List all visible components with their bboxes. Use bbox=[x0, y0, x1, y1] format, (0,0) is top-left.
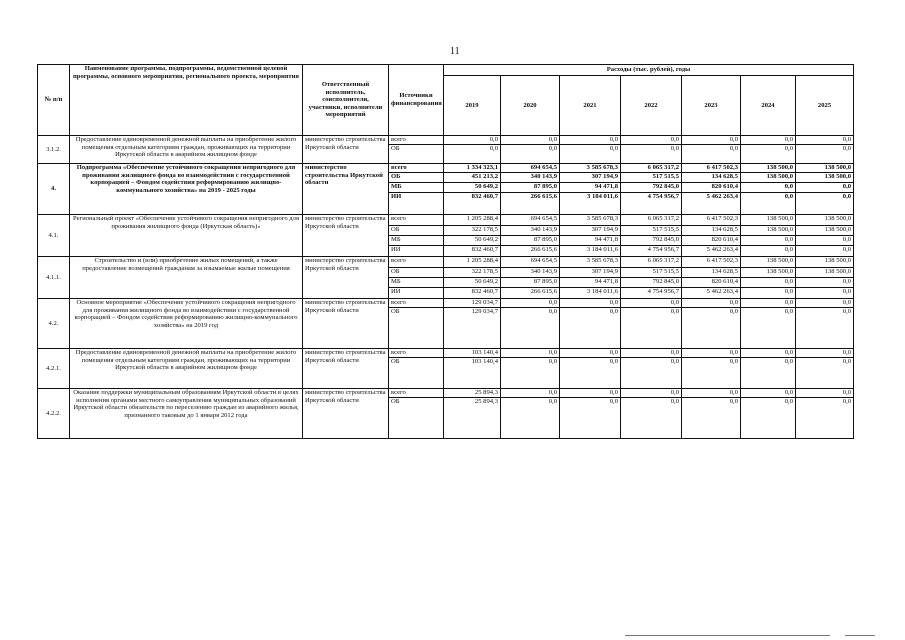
expense-value: 6 065 317,2 bbox=[621, 164, 682, 173]
expense-value: 129 034,7 bbox=[444, 299, 501, 308]
expense-value: 1 205 288,4 bbox=[444, 257, 501, 268]
expense-value: 134 628,5 bbox=[682, 226, 741, 236]
expense-value: 0,0 bbox=[682, 398, 741, 439]
expense-value: 94 471,8 bbox=[560, 236, 621, 246]
expense-value: 4 754 956,7 bbox=[621, 193, 682, 215]
expense-value: 0,0 bbox=[560, 299, 621, 308]
expense-value: 0,0 bbox=[621, 389, 682, 398]
expense-value: 0,0 bbox=[560, 349, 621, 358]
expense-value: 820 610,4 bbox=[682, 236, 741, 246]
funding-source: ИИ bbox=[389, 288, 444, 299]
expense-value: 322 178,5 bbox=[444, 226, 501, 236]
expense-value: 87 895,0 bbox=[501, 278, 560, 288]
expense-value: 138 500,0 bbox=[796, 164, 854, 173]
expense-value: 134 628,5 bbox=[682, 268, 741, 278]
header-num: № п/п bbox=[38, 65, 70, 136]
year-header: 2023 bbox=[682, 76, 741, 136]
expense-value: 0,0 bbox=[796, 246, 854, 257]
row-number: 4. bbox=[38, 164, 70, 215]
expense-value: 0,0 bbox=[621, 349, 682, 358]
expense-value: 0,0 bbox=[741, 398, 796, 439]
responsible-executor: министерство строительства Иркутской области bbox=[303, 136, 389, 164]
expense-value: 5 462 263,4 bbox=[682, 288, 741, 299]
responsible-executor: министерство строительства Иркутской области bbox=[303, 164, 389, 215]
funding-source: ОБ bbox=[389, 173, 444, 183]
expense-value: 103 140,4 bbox=[444, 358, 501, 389]
responsible-executor: министерство строительства Иркутской области bbox=[303, 299, 389, 349]
expense-value: 0,0 bbox=[621, 299, 682, 308]
header-name: Наименование программы, подпрограммы, ведомственной целевой программы, основного мероприятия, регионального проекта, мероприятия bbox=[70, 65, 303, 136]
expense-value: 0,0 bbox=[741, 299, 796, 308]
expense-value: 266 615,6 bbox=[501, 288, 560, 299]
table-row bbox=[38, 257, 854, 268]
expense-value: 0,0 bbox=[741, 236, 796, 246]
expense-value: 25 894,3 bbox=[444, 389, 501, 398]
expense-value: 832 460,7 bbox=[444, 288, 501, 299]
expense-value: 0,0 bbox=[796, 299, 854, 308]
expense-value: 340 143,9 bbox=[501, 268, 560, 278]
expense-value: 1 205 288,4 bbox=[444, 215, 501, 226]
expense-value: 0,0 bbox=[682, 349, 741, 358]
year-header: 2025 bbox=[796, 76, 854, 136]
table-row bbox=[38, 349, 854, 358]
expense-value: 0,0 bbox=[741, 145, 796, 164]
expense-value: 138 500,0 bbox=[741, 164, 796, 173]
expense-value: 0,0 bbox=[501, 389, 560, 398]
expense-value: 138 500,0 bbox=[796, 215, 854, 226]
row-number: 4.1.1. bbox=[38, 257, 70, 299]
footer-rule bbox=[625, 635, 830, 636]
expense-value: 0,0 bbox=[501, 299, 560, 308]
expense-value: 0,0 bbox=[796, 308, 854, 349]
expense-value: 4 754 956,7 bbox=[621, 288, 682, 299]
expense-value: 0,0 bbox=[444, 136, 501, 145]
expense-value: 5 462 263,4 bbox=[682, 246, 741, 257]
table-row bbox=[38, 164, 854, 173]
header-source: Источники финансирования bbox=[389, 65, 444, 136]
expense-value: 0,0 bbox=[621, 136, 682, 145]
expense-value: 0,0 bbox=[560, 358, 621, 389]
table-row bbox=[38, 215, 854, 226]
expense-value: 266 615,6 bbox=[501, 193, 560, 215]
row-number: 4.2.1. bbox=[38, 349, 70, 389]
expense-value: 0,0 bbox=[741, 308, 796, 349]
expense-value: 138 500,0 bbox=[741, 268, 796, 278]
responsible-executor: министерство строительства Иркутской области bbox=[303, 389, 389, 439]
expense-value: 94 471,8 bbox=[560, 278, 621, 288]
expense-value: 0,0 bbox=[560, 145, 621, 164]
expense-value: 0,0 bbox=[741, 389, 796, 398]
expense-value: 0,0 bbox=[501, 136, 560, 145]
expense-value: 4 754 956,7 bbox=[621, 246, 682, 257]
expense-value: 307 194,9 bbox=[560, 226, 621, 236]
expense-value: 0,0 bbox=[796, 193, 854, 215]
funding-source: всего bbox=[389, 389, 444, 398]
expense-value: 3 184 011,6 bbox=[560, 193, 621, 215]
expense-value: 3 184 011,6 bbox=[560, 288, 621, 299]
table-row bbox=[38, 299, 854, 308]
expense-value: 0,0 bbox=[501, 398, 560, 439]
year-header: 2021 bbox=[560, 76, 621, 136]
expense-value: 0,0 bbox=[621, 145, 682, 164]
expense-value: 0,0 bbox=[796, 136, 854, 145]
funding-source: всего bbox=[389, 136, 444, 145]
expense-value: 0,0 bbox=[501, 145, 560, 164]
item-name: Предоставление единовременной денежной выплаты на приобретение жилого помещения отдельным категориям граждан, проживающих на территории Иркутской области в аварийном жилищном фонде bbox=[70, 136, 303, 164]
budget-table bbox=[37, 64, 854, 439]
item-name: Предоставление единовременной денежной выплаты на приобретение жилого помещения отдельным категориям граждан, проживающих на территории Иркутской области в аварийном жилищном фонде bbox=[70, 349, 303, 389]
expense-value: 94 471,8 bbox=[560, 183, 621, 193]
expense-value: 0,0 bbox=[741, 193, 796, 215]
page-number: 11 bbox=[450, 46, 460, 57]
expense-value: 0,0 bbox=[682, 308, 741, 349]
expense-value: 832 460,7 bbox=[444, 193, 501, 215]
expense-value: 138 500,0 bbox=[796, 173, 854, 183]
expense-value: 322 178,5 bbox=[444, 268, 501, 278]
expense-value: 340 143,9 bbox=[501, 226, 560, 236]
expense-value: 0,0 bbox=[796, 278, 854, 288]
expense-value: 0,0 bbox=[796, 389, 854, 398]
funding-source: всего bbox=[389, 257, 444, 268]
expense-value: 517 515,5 bbox=[621, 226, 682, 236]
expense-value: 0,0 bbox=[621, 358, 682, 389]
table-row bbox=[38, 136, 854, 145]
expense-value: 694 654,5 bbox=[501, 257, 560, 268]
item-name: Основное мероприятие «Обеспечение устойчивого сокращения непригодного для проживания жилищного фонда во взаимодействии с государственной корпорацией – Фондом содействия реформированию жилищно-коммунального хозяйства» на 2019 год bbox=[70, 299, 303, 349]
expense-value: 5 462 263,4 bbox=[682, 193, 741, 215]
expense-value: 0,0 bbox=[621, 398, 682, 439]
expense-value: 0,0 bbox=[560, 136, 621, 145]
expense-value: 1 334 323,1 bbox=[444, 164, 501, 173]
expense-value: 792 845,0 bbox=[621, 236, 682, 246]
expense-value: 103 140,4 bbox=[444, 349, 501, 358]
expense-value: 3 184 011,6 bbox=[560, 246, 621, 257]
expense-value: 792 845,0 bbox=[621, 278, 682, 288]
expense-value: 820 610,4 bbox=[682, 183, 741, 193]
expense-value: 0,0 bbox=[741, 278, 796, 288]
funding-source: ИИ bbox=[389, 246, 444, 257]
item-name: Подпрограмма «Обеспечение устойчивого сокращения непригодного для проживания жилищного фонда во взаимодействии с государственной корпорацией – Фондом содействия реформированию жилищно-коммунального хозяйства» на 2019 - 2025 годы bbox=[70, 164, 303, 215]
funding-source: ОБ bbox=[389, 358, 444, 389]
expense-value: 0,0 bbox=[560, 389, 621, 398]
expense-value: 3 585 678,3 bbox=[560, 257, 621, 268]
footer-rule bbox=[845, 635, 875, 636]
expense-value: 0,0 bbox=[796, 349, 854, 358]
expense-value: 3 585 678,3 bbox=[560, 164, 621, 173]
expense-value: 694 654,5 bbox=[501, 215, 560, 226]
expense-value: 138 500,0 bbox=[796, 226, 854, 236]
expense-value: 6 417 502,3 bbox=[682, 164, 741, 173]
expense-value: 0,0 bbox=[501, 358, 560, 389]
expense-value: 0,0 bbox=[682, 389, 741, 398]
expense-value: 820 610,4 bbox=[682, 278, 741, 288]
expense-value: 138 500,0 bbox=[796, 257, 854, 268]
funding-source: МБ bbox=[389, 183, 444, 193]
expense-value: 6 417 502,3 bbox=[682, 257, 741, 268]
expense-value: 0,0 bbox=[621, 308, 682, 349]
expense-value: 792 845,0 bbox=[621, 183, 682, 193]
expense-value: 50 649,2 bbox=[444, 183, 501, 193]
expense-value: 138 500,0 bbox=[741, 215, 796, 226]
row-number: 4.2. bbox=[38, 299, 70, 349]
expense-value: 87 895,0 bbox=[501, 183, 560, 193]
expense-value: 0,0 bbox=[741, 358, 796, 389]
expense-value: 25 894,3 bbox=[444, 398, 501, 439]
expense-value: 50 649,2 bbox=[444, 236, 501, 246]
funding-source: всего bbox=[389, 299, 444, 308]
expense-value: 0,0 bbox=[444, 145, 501, 164]
funding-source: ОБ bbox=[389, 145, 444, 164]
expense-value: 0,0 bbox=[741, 288, 796, 299]
year-header: 2020 bbox=[501, 76, 560, 136]
expense-value: 340 143,9 bbox=[501, 173, 560, 183]
expense-value: 0,0 bbox=[741, 349, 796, 358]
responsible-executor: министерство строительства Иркутской области bbox=[303, 257, 389, 299]
expense-value: 451 213,2 bbox=[444, 173, 501, 183]
expense-value: 87 895,0 bbox=[501, 236, 560, 246]
expense-value: 0,0 bbox=[560, 398, 621, 439]
expense-value: 0,0 bbox=[682, 136, 741, 145]
expense-value: 0,0 bbox=[796, 398, 854, 439]
header-expenses: Расходы (тыс. рублей), годы bbox=[444, 65, 854, 76]
expense-value: 3 585 678,3 bbox=[560, 215, 621, 226]
expense-value: 517 515,5 bbox=[621, 268, 682, 278]
expense-value: 0,0 bbox=[501, 349, 560, 358]
expense-value: 832 460,7 bbox=[444, 246, 501, 257]
expense-value: 138 500,0 bbox=[741, 257, 796, 268]
funding-source: МБ bbox=[389, 278, 444, 288]
expense-value: 0,0 bbox=[796, 183, 854, 193]
item-name: Оказание поддержки муниципальным образованиям Иркутской области в целях исполнения органами местного самоуправления муниципальных образований Иркутской области обязательств по переселению граждан из аварийного жилья, признанного таковым до 1 января 2012 года bbox=[70, 389, 303, 439]
expense-value: 6 065 317,2 bbox=[621, 215, 682, 226]
expense-value: 0,0 bbox=[682, 299, 741, 308]
expense-value: 0,0 bbox=[796, 358, 854, 389]
expense-value: 0,0 bbox=[796, 236, 854, 246]
funding-source: МБ bbox=[389, 236, 444, 246]
year-header: 2022 bbox=[621, 76, 682, 136]
expense-value: 138 500,0 bbox=[741, 226, 796, 236]
funding-source: всего bbox=[389, 215, 444, 226]
expense-value: 0,0 bbox=[796, 145, 854, 164]
expense-value: 138 500,0 bbox=[741, 173, 796, 183]
expense-value: 266 615,6 bbox=[501, 246, 560, 257]
expense-value: 0,0 bbox=[682, 358, 741, 389]
expense-value: 0,0 bbox=[560, 308, 621, 349]
row-number: 3.1.2. bbox=[38, 136, 70, 164]
row-number: 4.1. bbox=[38, 215, 70, 257]
funding-source: всего bbox=[389, 164, 444, 173]
responsible-executor: министерство строительства Иркутской области bbox=[303, 349, 389, 389]
expense-value: 6 065 317,2 bbox=[621, 257, 682, 268]
expense-value: 50 649,2 bbox=[444, 278, 501, 288]
funding-source: ОБ bbox=[389, 226, 444, 236]
expense-value: 307 194,9 bbox=[560, 173, 621, 183]
expense-value: 6 417 502,3 bbox=[682, 215, 741, 226]
item-name: Региональный проект «Обеспечение устойчивого сокращения непригодного для проживания жилищного фонда (Иркутская область)» bbox=[70, 215, 303, 257]
expense-value: 0,0 bbox=[741, 246, 796, 257]
table-row bbox=[38, 389, 854, 398]
expense-value: 307 194,9 bbox=[560, 268, 621, 278]
header-responsible: Ответственный исполнитель, соисполнители, участники, исполнители мероприятий bbox=[303, 65, 389, 136]
funding-source: всего bbox=[389, 349, 444, 358]
funding-source: ОБ bbox=[389, 398, 444, 439]
expense-value: 0,0 bbox=[501, 308, 560, 349]
funding-source: ОБ bbox=[389, 308, 444, 349]
expense-value: 138 500,0 bbox=[796, 268, 854, 278]
funding-source: ИИ bbox=[389, 193, 444, 215]
responsible-executor: министерство строительства Иркутской области bbox=[303, 215, 389, 257]
table-body bbox=[38, 136, 854, 439]
expense-value: 0,0 bbox=[682, 145, 741, 164]
expense-value: 134 628,5 bbox=[682, 173, 741, 183]
expense-value: 129 034,7 bbox=[444, 308, 501, 349]
expense-value: 0,0 bbox=[741, 136, 796, 145]
funding-source: ОБ bbox=[389, 268, 444, 278]
expense-value: 517 515,5 bbox=[621, 173, 682, 183]
year-header: 2024 bbox=[741, 76, 796, 136]
expense-value: 0,0 bbox=[796, 288, 854, 299]
expense-value: 0,0 bbox=[741, 183, 796, 193]
expense-value: 694 654,5 bbox=[501, 164, 560, 173]
item-name: Строительство и (или) приобретение жилых помещений, а также предоставление возмещений гражданам за изымаемые жилые помещения bbox=[70, 257, 303, 299]
row-number: 4.2.2. bbox=[38, 389, 70, 439]
year-header: 2019 bbox=[444, 76, 501, 136]
